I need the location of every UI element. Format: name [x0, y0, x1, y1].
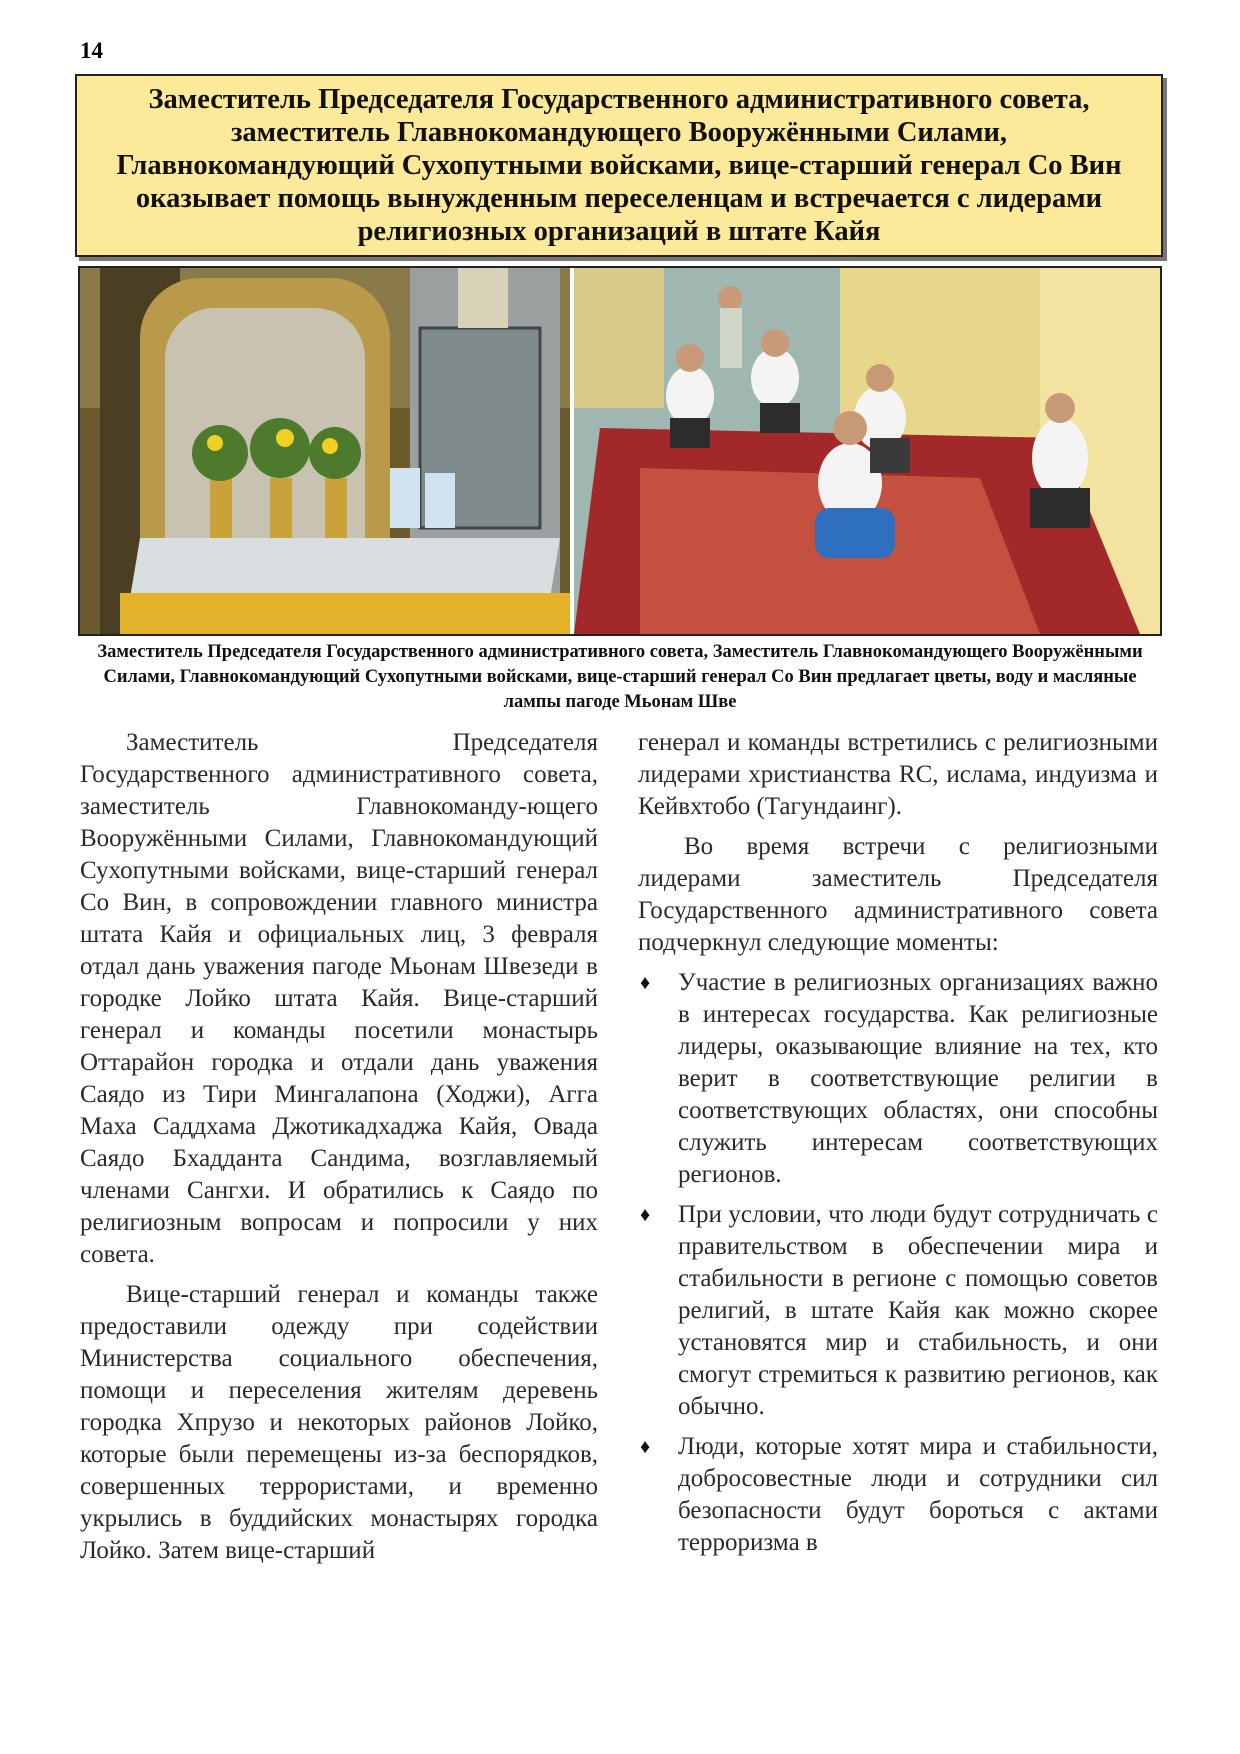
bullet-item	[638, 1199, 1158, 1423]
bullet-text: Участие в религиозных организациях важно в интересах государства. Как религиозные лидеры, оказывающие влияние на тех, кто верит в соответствующие религии в соответствующих областях, они способны служить интересам соответствующих регионов.	[678, 969, 1158, 1188]
right-paragraph-2: Во время встречи с религиозными лидерами заместитель Председателя Государственного административного совета подчеркнул следующие моменты:	[638, 833, 1158, 956]
bullet-item	[638, 1431, 1158, 1559]
photo-panel	[78, 266, 1162, 636]
right-paragraph-1: генерал и команды встретились с религиозными лидерами христианства RC, ислама, индуизма и Кейвхтобо (Тагундаинг).	[638, 729, 1158, 820]
headline-box	[75, 74, 1163, 257]
left-paragraph-2: Вице-старший генерал и команды также предоставили одежду при содействии Министерства социального обеспечения, помощи и переселения жителям деревень городка Хпрузо и некоторых районов Лойко, которые были перемещены из-за беспорядков, совершенных террористами, и временно укрылись в буддийских монастырях городка Лойко. Затем вице-старший	[80, 1281, 598, 1564]
bullet-list	[638, 967, 1158, 1559]
altar-photo	[80, 268, 570, 634]
bullet-text: При условии, что люди будут сотрудничать с правительством в обеспечении мира и стабильности в регионе с помощью советов религий, в штате Кайя как можно скорее установятся мир и стабильность, и они смогут стремиться к развитию регионов, как обычно.	[678, 1201, 1158, 1420]
pagoda-photo-illustration	[80, 268, 1160, 634]
diamond-bullet-icon: ♦	[640, 1436, 651, 1458]
right-column	[638, 727, 1158, 1567]
prayer-photo	[574, 268, 1160, 634]
bullet-text: Люди, которые хотят мира и стабильности, добросовестные люди и сотрудники сил безопасности будут бороться с актами терроризма в	[678, 1433, 1158, 1556]
diamond-bullet-icon: ♦	[640, 972, 651, 994]
headline-text: Заместитель Председателя Государственного административного совета, заместитель Главнокомандующего Вооружёнными Силами, Главнокомандующий Сухопутными войсками, вице-старший генерал Со Вин оказывает помощь вынужденным переселенцам и встречается с лидерами религиозных организаций в штате Кайя	[116, 84, 1122, 247]
left-paragraph-1: Заместитель Председателя Государственного административного совета, заместитель Главнокоманду-ющего Вооружёнными Силами, Главнокомандующий Сухопутными войсками, вице-старший генерал Со Вин, в сопровождении главного министра штата Кайя и официальных лиц, 3 февраля отдал дань уважения пагоде Мьонам Швезеди в городке Лойко штата Кайя. Вице-старший генерал и команды посетили монастырь Оттарайон городка и отдали дань уважения Саядо из Тири Мингалапона (Ходжи), Агга Маха Саддхама Джотикадхаджа Кайя, Овада Саядо Бхадданта Сандима, возглавляемый членами Сангхи. И обратились к Саядо по религиозным вопросам и попросили у них совета.	[80, 729, 598, 1268]
diamond-bullet-icon: ♦	[640, 1204, 651, 1226]
page-number: 14	[80, 38, 103, 63]
photo-caption: Заместитель Председателя Государственного административного совета, Заместитель Главнокомандующего Вооружёнными Силами, Главнокомандующий Сухопутными войсками, вице-старший генерал Со Вин предлагает цветы, воду и масляные лампы пагоде Мьонам Шве	[97, 642, 1143, 712]
bullet-item	[638, 967, 1158, 1191]
left-column	[80, 727, 598, 1575]
